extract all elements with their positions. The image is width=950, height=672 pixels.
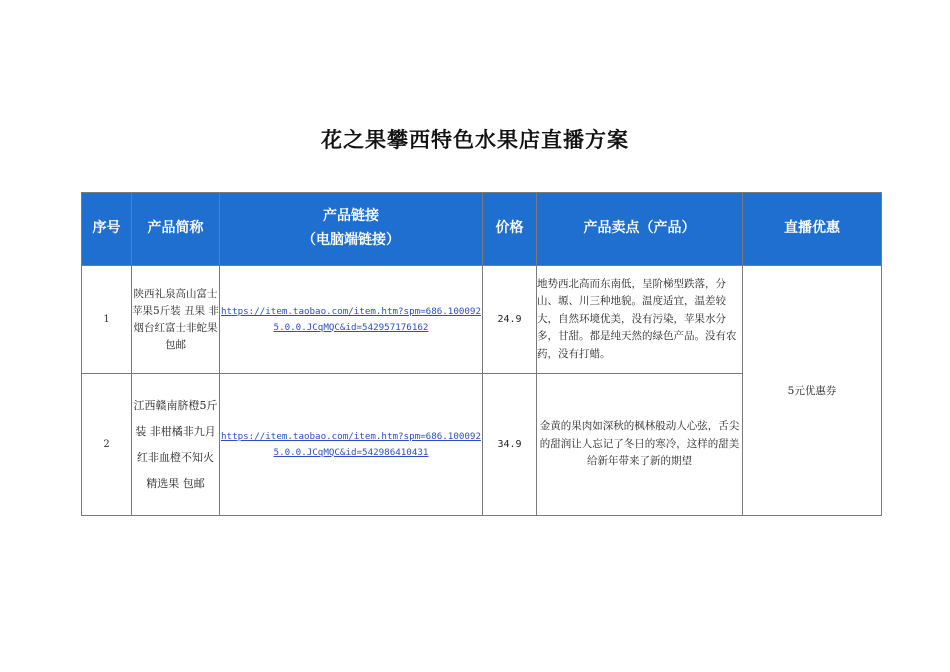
header-link-subtitle: （电脑端链接） xyxy=(302,232,400,248)
product-selling-points: 地势西北高而东南低，呈阶梯型跌落，分山、塬、川三种地貌。温度适宜，温差较大，自然环境优美，没有污染，苹果水分多，甘甜。都是纯天然的绿色产品。没有农药，没有打蜡。 xyxy=(537,266,743,374)
table-row xyxy=(82,266,882,374)
product-price: 34.9 xyxy=(483,374,537,516)
header-selling-points: 产品卖点（产品） xyxy=(537,193,743,266)
product-selling-points: 金黄的果肉如深秋的枫林般动人心弦，舌尖的甜润让人忘记了冬日的寒冷，这样的甜美给新年带来了新的期望 xyxy=(537,374,743,516)
header-link-title: 产品链接 xyxy=(323,208,379,225)
header-product-name: 产品简称 xyxy=(132,193,220,266)
header-promotion: 直播优惠 xyxy=(743,193,882,266)
document-title: 花之果攀西特色水果店直播方案 xyxy=(321,128,629,152)
product-link[interactable]: https://item.taobao.com/item.htm?spm=686.1000925.0.0.JCqMQC&id=542986410431 xyxy=(220,374,483,516)
header-product-link xyxy=(220,193,483,266)
product-name: 陕西礼泉高山富士苹果5斤装 丑果 非烟台红富士非蛇果 包邮 xyxy=(132,266,220,374)
header-index: 序号 xyxy=(82,193,132,266)
header-price: 价格 xyxy=(483,193,537,266)
live-promotion: 5元优惠券 xyxy=(743,266,882,516)
product-name: 江西赣南脐橙5斤装 非柑橘非九月红非血橙不知火 精选果 包邮 xyxy=(132,374,220,516)
product-link[interactable]: https://item.taobao.com/item.htm?spm=686.1000925.0.0.JCqMQC&id=542957176162 xyxy=(220,266,483,374)
row-index: 1 xyxy=(82,266,132,374)
live-plan-table xyxy=(81,192,882,516)
table-header-row xyxy=(82,193,882,266)
row-index: 2 xyxy=(82,374,132,516)
product-price: 24.9 xyxy=(483,266,537,374)
